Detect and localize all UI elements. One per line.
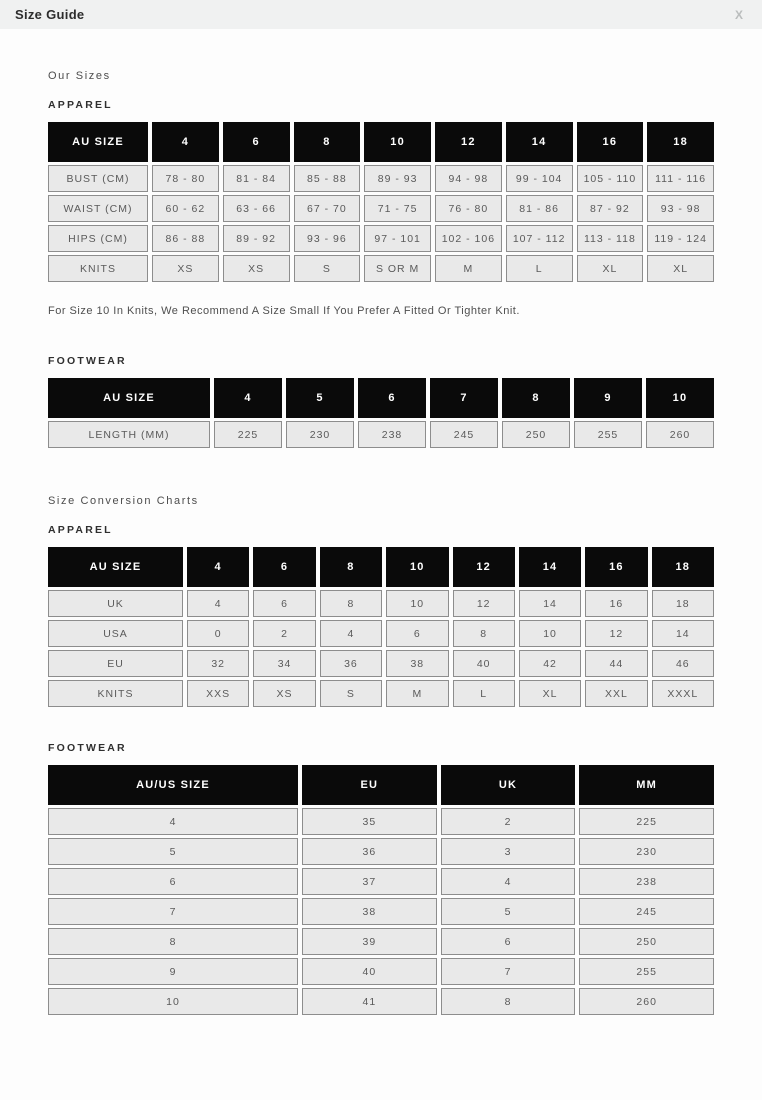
table-cell: 245: [579, 898, 714, 925]
table-cell: 16: [585, 590, 647, 617]
table-cell: 78 - 80: [152, 165, 219, 192]
table-cell: 238: [358, 421, 426, 448]
table-cell: 38: [386, 650, 448, 677]
col-header-cell: 8: [502, 378, 570, 418]
table-cell: 76 - 80: [435, 195, 502, 222]
col-header-cell: 6: [358, 378, 426, 418]
apparel-sizes-table: [48, 122, 714, 282]
table-cell: L: [506, 255, 573, 282]
table-cell: 4: [320, 620, 382, 647]
table-cell: 81 - 84: [223, 165, 290, 192]
table-cell: 81 - 86: [506, 195, 573, 222]
table-cell: 111 - 116: [647, 165, 714, 192]
table-cell: 2: [441, 808, 576, 835]
table-cell: 94 - 98: [435, 165, 502, 192]
table-cell: 6: [441, 928, 576, 955]
table-cell: 41: [302, 988, 437, 1015]
table-cell: 4: [187, 590, 249, 617]
col-header-cell: MM: [579, 765, 714, 805]
table-cell: 89 - 92: [223, 225, 290, 252]
footwear-conversion-table: [48, 765, 714, 1015]
footwear-conversion-label: FOOTWEAR: [48, 742, 127, 754]
col-header-cell: EU: [302, 765, 437, 805]
table-cell: XL: [519, 680, 581, 707]
col-header-cell: 8: [294, 122, 361, 162]
table-cell: 89 - 93: [364, 165, 431, 192]
col-header-cell: 9: [574, 378, 642, 418]
table-cell: 12: [585, 620, 647, 647]
col-header-cell: 4: [187, 547, 249, 587]
table-cell: 87 - 92: [577, 195, 644, 222]
table-cell: XXS: [187, 680, 249, 707]
table-cell: 3: [441, 838, 576, 865]
col-header-cell: 14: [519, 547, 581, 587]
table-cell: 36: [302, 838, 437, 865]
knits-note: For Size 10 In Knits, We Recommend A Size Small If You Prefer A Fitted Or Tighter Knit.: [48, 305, 520, 317]
table-cell: 119 - 124: [647, 225, 714, 252]
size-guide-content: [0, 70, 762, 1015]
table-cell: M: [435, 255, 502, 282]
table-cell: 107 - 112: [506, 225, 573, 252]
apparel-conversion-label: APPAREL: [48, 524, 113, 536]
table-cell: 230: [579, 838, 714, 865]
col-header-cell: 4: [214, 378, 282, 418]
table-cell: 255: [574, 421, 642, 448]
footwear-label: FOOTWEAR: [48, 355, 127, 367]
our-sizes-heading: Our Sizes: [48, 70, 111, 82]
table-cell: L: [453, 680, 515, 707]
table-cell: 102 - 106: [435, 225, 502, 252]
table-cell: 10: [386, 590, 448, 617]
row-label-cell: KNITS: [48, 680, 183, 707]
table-cell: 44: [585, 650, 647, 677]
table-cell: 105 - 110: [577, 165, 644, 192]
col-header-cell: 10: [646, 378, 714, 418]
conversion-charts-heading: Size Conversion Charts: [48, 495, 199, 507]
table-cell: 7: [441, 958, 576, 985]
table-cell: 35: [302, 808, 437, 835]
table-cell: 255: [579, 958, 714, 985]
table-cell: 38: [302, 898, 437, 925]
col-header-cell: 7: [430, 378, 498, 418]
table-cell: XS: [253, 680, 315, 707]
table-cell: 2: [253, 620, 315, 647]
row-label-cell: LENGTH (MM): [48, 421, 210, 448]
table-cell: 71 - 75: [364, 195, 431, 222]
table-cell: 12: [453, 590, 515, 617]
col-header-cell: 14: [506, 122, 573, 162]
table-cell: 230: [286, 421, 354, 448]
table-cell: 238: [579, 868, 714, 895]
table-cell: 6: [386, 620, 448, 647]
close-icon[interactable]: X: [734, 7, 743, 22]
table-cell: 93 - 98: [647, 195, 714, 222]
table-cell: 225: [579, 808, 714, 835]
col-header-cell: 18: [652, 547, 714, 587]
table-cell: 46: [652, 650, 714, 677]
apparel-label: APPAREL: [48, 99, 113, 111]
col-header-cell: 10: [364, 122, 431, 162]
table-cell: 6: [253, 590, 315, 617]
footwear-sizes-table: [48, 378, 714, 448]
col-header-cell: 16: [577, 122, 644, 162]
table-cell: 63 - 66: [223, 195, 290, 222]
table-cell: 8: [453, 620, 515, 647]
table-cell: XL: [647, 255, 714, 282]
col-header-cell: AU SIZE: [48, 122, 148, 162]
row-label-cell: UK: [48, 590, 183, 617]
row-label-cell: 4: [48, 808, 298, 835]
table-cell: 245: [430, 421, 498, 448]
table-cell: 4: [441, 868, 576, 895]
table-cell: 250: [579, 928, 714, 955]
row-label-cell: 7: [48, 898, 298, 925]
table-cell: 40: [302, 958, 437, 985]
row-label-cell: 8: [48, 928, 298, 955]
col-header-cell: 12: [435, 122, 502, 162]
table-cell: 260: [579, 988, 714, 1015]
col-header-cell: AU SIZE: [48, 378, 210, 418]
row-label-cell: WAIST (CM): [48, 195, 148, 222]
table-cell: 93 - 96: [294, 225, 361, 252]
col-header-cell: 4: [152, 122, 219, 162]
table-cell: 85 - 88: [294, 165, 361, 192]
col-header-cell: 8: [320, 547, 382, 587]
row-label-cell: EU: [48, 650, 183, 677]
table-cell: 86 - 88: [152, 225, 219, 252]
table-cell: 14: [519, 590, 581, 617]
table-cell: XS: [223, 255, 290, 282]
table-cell: 32: [187, 650, 249, 677]
row-label-cell: USA: [48, 620, 183, 647]
row-label-cell: HIPS (CM): [48, 225, 148, 252]
table-cell: 34: [253, 650, 315, 677]
table-cell: 0: [187, 620, 249, 647]
table-cell: 39: [302, 928, 437, 955]
table-cell: 97 - 101: [364, 225, 431, 252]
col-header-cell: 16: [585, 547, 647, 587]
col-header-cell: 10: [386, 547, 448, 587]
table-cell: 225: [214, 421, 282, 448]
table-cell: XXL: [585, 680, 647, 707]
row-label-cell: 6: [48, 868, 298, 895]
apparel-conversion-table: [48, 547, 714, 707]
col-header-cell: AU/US SIZE: [48, 765, 298, 805]
table-cell: XS: [152, 255, 219, 282]
table-cell: 8: [441, 988, 576, 1015]
table-cell: 37: [302, 868, 437, 895]
table-cell: 10: [519, 620, 581, 647]
table-cell: 5: [441, 898, 576, 925]
col-header-cell: 5: [286, 378, 354, 418]
col-header-cell: 18: [647, 122, 714, 162]
table-cell: M: [386, 680, 448, 707]
table-cell: S OR M: [364, 255, 431, 282]
table-cell: 60 - 62: [152, 195, 219, 222]
table-cell: XL: [577, 255, 644, 282]
table-cell: 40: [453, 650, 515, 677]
col-header-cell: 12: [453, 547, 515, 587]
table-cell: XXXL: [652, 680, 714, 707]
col-header-cell: AU SIZE: [48, 547, 183, 587]
row-label-cell: 10: [48, 988, 298, 1015]
table-cell: S: [294, 255, 361, 282]
table-cell: 8: [320, 590, 382, 617]
table-cell: S: [320, 680, 382, 707]
table-cell: 250: [502, 421, 570, 448]
table-cell: 36: [320, 650, 382, 677]
col-header-cell: 6: [223, 122, 290, 162]
row-label-cell: BUST (CM): [48, 165, 148, 192]
table-cell: 260: [646, 421, 714, 448]
row-label-cell: 9: [48, 958, 298, 985]
table-cell: 113 - 118: [577, 225, 644, 252]
col-header-cell: UK: [441, 765, 576, 805]
row-label-cell: 5: [48, 838, 298, 865]
row-label-cell: KNITS: [48, 255, 148, 282]
table-cell: 14: [652, 620, 714, 647]
modal-title: Size Guide: [15, 7, 85, 22]
col-header-cell: 6: [253, 547, 315, 587]
table-cell: 18: [652, 590, 714, 617]
table-cell: 42: [519, 650, 581, 677]
table-cell: 67 - 70: [294, 195, 361, 222]
modal-title-bar: [0, 0, 762, 29]
table-cell: 99 - 104: [506, 165, 573, 192]
